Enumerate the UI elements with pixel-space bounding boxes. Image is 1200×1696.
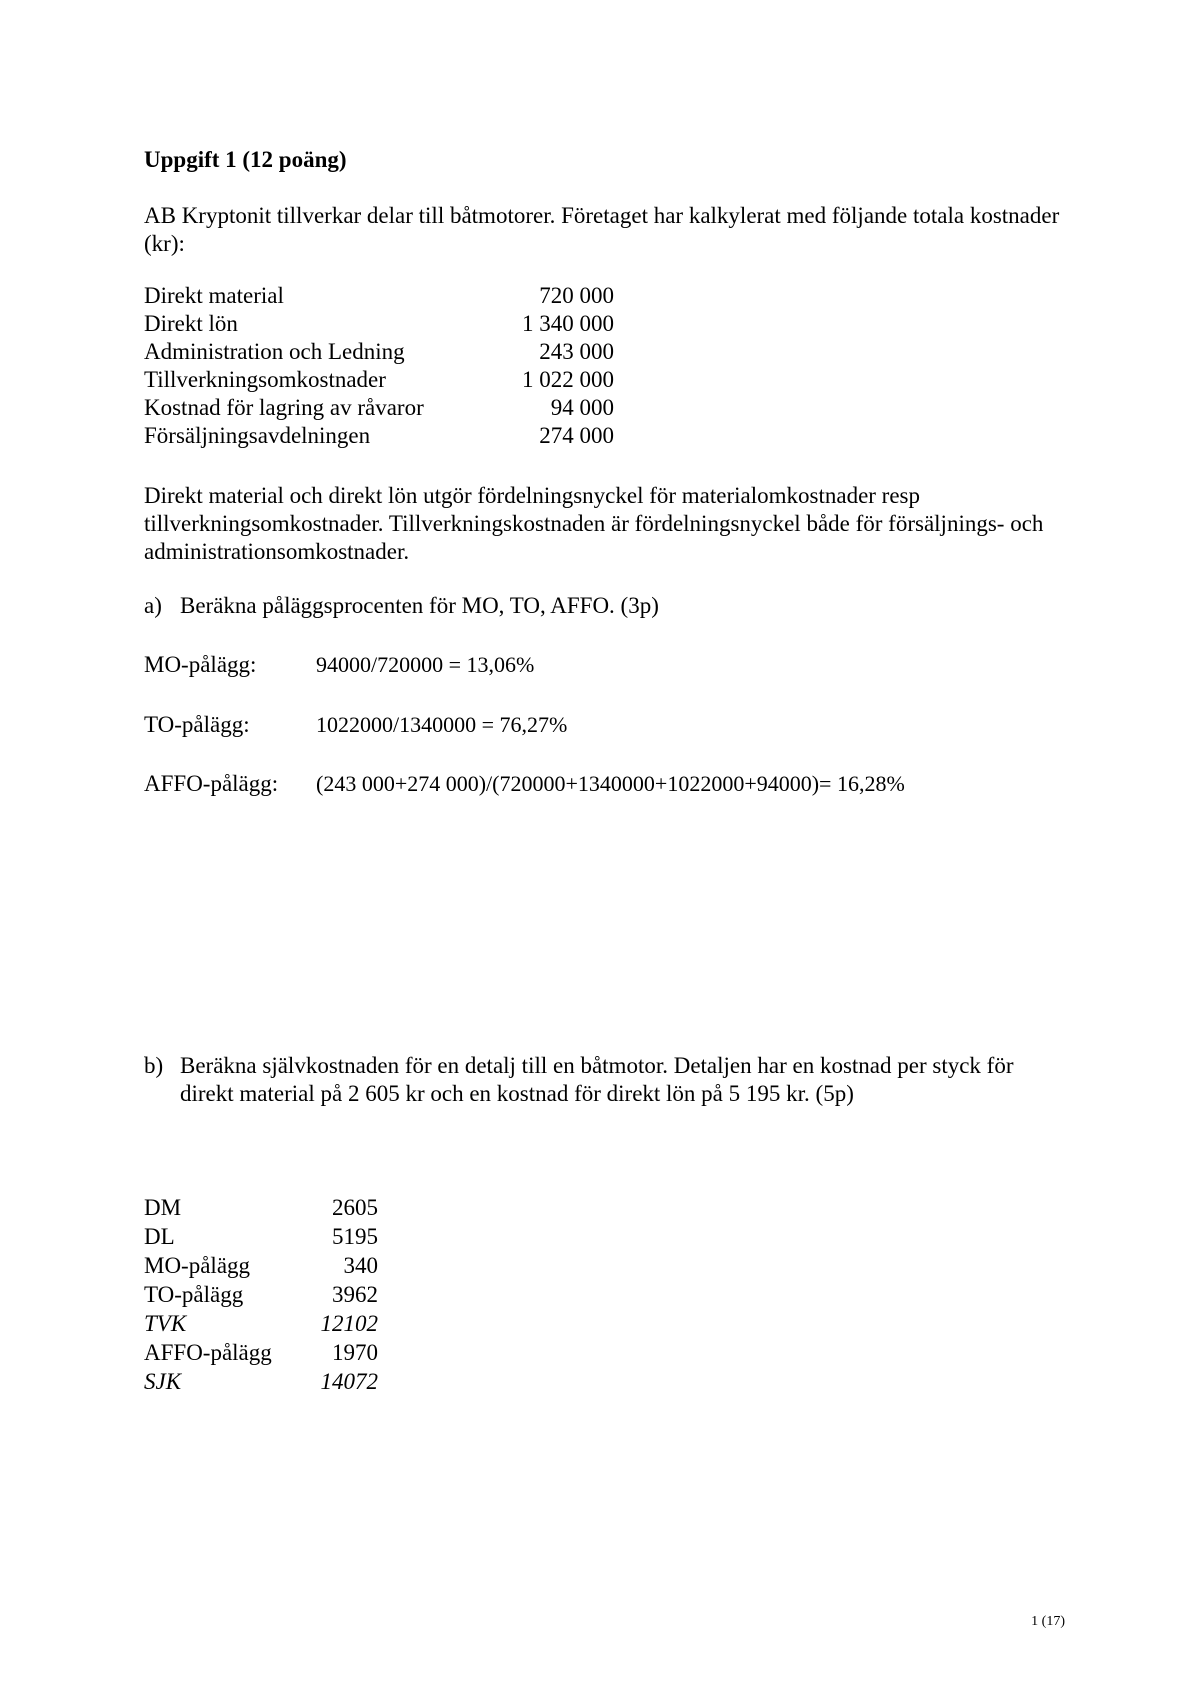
cost-row [144,422,614,450]
result-label: SJK [144,1369,182,1394]
calculation-formula: 94000/720000 = 13,06% [316,652,535,677]
cost-value: 1 340 000 [522,311,614,336]
calculation-mo [144,651,534,679]
question-letter: b) [144,1053,164,1078]
result-value: 1970 [332,1340,378,1365]
result-value: 5195 [332,1224,378,1249]
calculation-affo [144,770,905,798]
question-b [144,1052,1064,1108]
page-number: 1 (17) [1031,1614,1065,1629]
result-row [144,1252,378,1281]
calculation-label: MO-pålägg: [144,652,257,677]
cost-value: 94 000 [550,395,614,420]
result-value: 3962 [332,1282,378,1307]
task-title: Uppgift 1 (12 poäng) [144,147,347,172]
cost-row [144,394,614,422]
distribution-paragraph: Direkt material och direkt lön utgör fördelningsnyckel för materialomkostnader resp tillverkningsomkostnader. Tillverkningskostnaden är fördelningsnyckel både för försäljnings- och administrationsomkostnader. [144,483,1044,564]
cost-label: Kostnad för lagring av råvaror [144,395,424,420]
cost-row [144,338,614,366]
result-label: DL [144,1224,175,1249]
result-label: TO-pålägg [144,1282,244,1307]
cost-value: 720 000 [539,283,614,308]
result-label: MO-pålägg [144,1253,251,1278]
question-letter: a) [144,593,162,618]
result-label: TVK [144,1311,187,1336]
cost-label: Administration och Ledning [144,339,405,364]
question-a [144,592,1064,620]
question-text: Beräkna påläggsprocenten för MO, TO, AFFO. (3p) [180,593,659,618]
result-value: 2605 [332,1195,378,1220]
calculation-formula: (243 000+274 000)/(720000+1340000+1022000+94000)= 16,28% [316,771,905,796]
result-value: 12102 [320,1311,378,1336]
cost-row [144,282,614,310]
cost-value: 274 000 [539,423,614,448]
cost-label: Tillverkningsomkostnader [144,367,386,392]
result-row [144,1194,378,1223]
cost-label: Försäljningsavdelningen [144,423,371,448]
cost-value: 243 000 [539,339,614,364]
result-table [144,1194,378,1397]
cost-value: 1 022 000 [522,367,614,392]
calculation-label: AFFO-pålägg: [144,771,279,796]
result-row [144,1339,378,1368]
result-row-total [144,1368,378,1397]
calculation-formula: 1022000/1340000 = 76,27% [316,712,568,737]
result-label: DM [144,1195,182,1220]
result-label: AFFO-pålägg [144,1340,272,1365]
calculation-label: TO-pålägg: [144,712,250,737]
calculation-to [144,711,567,739]
question-text: Beräkna självkostnaden för en detalj till en båtmotor. Detaljen har en kostnad per styck för direkt material på 2 605 kr och en kostnad för direkt lön på 5 195 kr. (5p) [180,1053,1014,1106]
cost-label: Direkt lön [144,311,238,336]
cost-row [144,310,614,338]
cost-row [144,366,614,394]
result-row-subtotal [144,1310,378,1339]
cost-label: Direkt material [144,283,284,308]
result-value: 14072 [320,1369,378,1394]
intro-paragraph: AB Kryptonit tillverkar delar till båtmotorer. Företaget har kalkylerat med följande totala kostnader (kr): [144,203,1060,256]
result-row [144,1281,378,1310]
result-row [144,1223,378,1252]
result-value: 340 [343,1253,378,1278]
cost-table [144,282,614,450]
